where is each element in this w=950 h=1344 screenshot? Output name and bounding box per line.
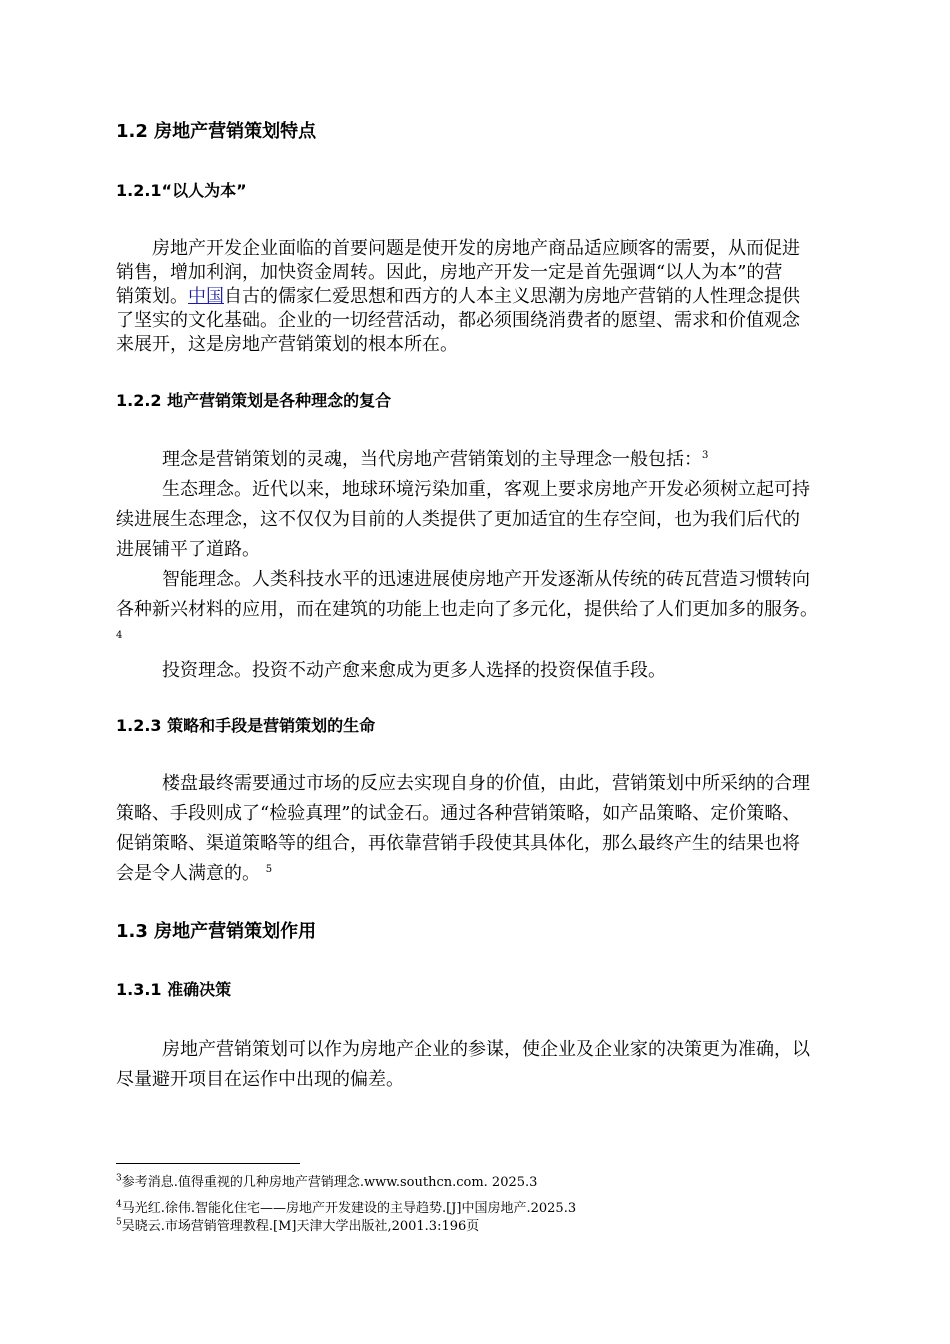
text-line <box>116 445 856 475</box>
text-line: 销售，增加利润，加快资金周转。因此，房地产开发一定是首先强调“以人为本”的营 <box>116 262 783 283</box>
text-line: 尽量避开项目在运作中出现的偏差。 <box>116 1069 404 1090</box>
text-line: 来展开，这是房地产营销策划的根本所在。 <box>116 334 458 355</box>
text-fragment: 会是令人满意的。 <box>116 863 260 884</box>
footnote-ref-3[interactable]: 3 <box>702 450 709 461</box>
section-heading-1-2: 1.2 房地产营销策划特点 <box>116 121 317 142</box>
section-heading-1-3: 1.3 房地产营销策划作用 <box>116 921 317 942</box>
text-line: 了坚实的文化基础。企业的一切经营活动，都必须围绕消费者的愿望、需求和价值观念 <box>116 310 800 331</box>
text-line: 生态理念。近代以来，地球环境污染加重，客观上要求房地产开发必须树立起可持 <box>162 479 810 500</box>
section-heading-1-2-3: 1.2.3 策略和手段是营销策划的生命 <box>116 716 376 735</box>
paragraph-strategy <box>116 769 856 889</box>
footnote-ref-4[interactable]: 4 <box>116 630 123 641</box>
text-fragment: 自古的儒家仁爱思想和西方的人本主义思潮为房地产营销的人性理念提供 <box>224 286 800 307</box>
text-line: 各种新兴材料的应用，而在建筑的功能上也走向了多元化，提供给了人们更加多的服务。 <box>116 599 818 620</box>
text-line: 楼盘最终需要通过市场的反应去实现自身的价值，由此，营销策划中所采纳的合理 <box>162 773 810 794</box>
section-heading-1-2-1: 1.2.1“以人为本” <box>116 181 247 200</box>
footnote-number: 3 <box>116 1173 122 1184</box>
text-line <box>116 859 856 889</box>
section-heading-1-2-2: 1.2.2 地产营销策划是各种理念的复合 <box>116 391 392 410</box>
footnote-text: 吴晓云.市场营销管理教程.[M]天津大学出版社,2001.3:196页 <box>121 1219 480 1234</box>
footnote-5 <box>116 1215 479 1234</box>
footnote-text: 马光红.徐伟.智能化住宅——房地产开发建设的主导趋势.[J]中国房地产.2025.3 <box>121 1201 577 1216</box>
text-line: 策略、手段则成了“检验真理”的试金石。通过各种营销策略，如产品策略、定价策略、 <box>116 803 801 824</box>
text-line: 房地产开发企业面临的首要问题是使开发的房地产商品适应顾客的需要，从而促进 <box>152 238 800 259</box>
text-line: 投资理念。投资不动产愈来愈成为更多人选择的投资保值手段。 <box>162 660 666 681</box>
footnote-separator <box>116 1163 300 1164</box>
text-fragment: 理念是营销策划的灵魂，当代房地产营销策划的主导理念一般包括： <box>162 449 702 470</box>
paragraph-decision <box>116 1035 856 1095</box>
paragraph-investment <box>116 659 856 683</box>
text-line: 智能理念。人类科技水平的迅速进展使房地产开发逐渐从传统的砖瓦营造习惯转向 <box>162 569 810 590</box>
footnote-ref-5[interactable]: 5 <box>265 864 273 875</box>
text-line: 促销策略、渠道策略等的组合，再依靠营销手段使其具体化，那么最终产生的结果也将 <box>116 833 800 854</box>
footnote-text: 参考消息.值得重视的几种房地产营销理念.www.southcn.com. 2025.3 <box>121 1175 538 1190</box>
text-line <box>116 285 856 309</box>
text-fragment: 销策划。 <box>116 286 188 307</box>
text-line: 续进展生态理念，这不仅仅为目前的人类提供了更加适宜的生存空间，也为我们后代的 <box>116 509 800 530</box>
footnote-4 <box>116 1197 576 1216</box>
footnote-number: 4 <box>116 1199 122 1210</box>
footnote-number: 5 <box>116 1217 122 1228</box>
section-heading-1-3-1: 1.3.1 准确决策 <box>116 980 232 999</box>
paragraph-people-oriented <box>116 237 856 357</box>
china-link[interactable]: 中国 <box>188 286 224 307</box>
text-line: 房地产营销策划可以作为房地产企业的参谋，使企业及企业家的决策更为准确，以 <box>162 1039 810 1060</box>
footnote-3 <box>116 1171 537 1190</box>
paragraph-concepts <box>116 445 856 625</box>
text-line: 进展铺平了道路。 <box>116 539 260 560</box>
